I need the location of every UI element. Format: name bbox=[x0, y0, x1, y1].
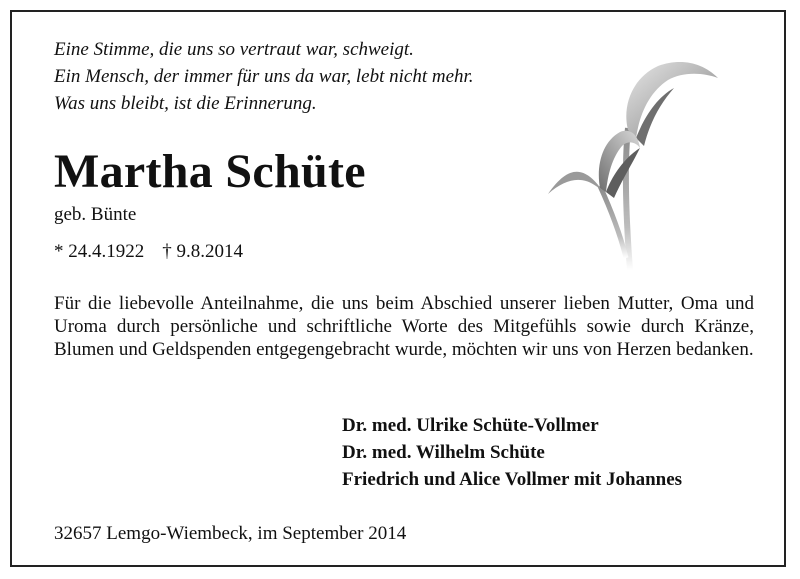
birth-date: * 24.4.1922 bbox=[54, 241, 145, 262]
quote-line: Eine Stimme, die uns so vertraut war, schweigt. bbox=[54, 39, 414, 60]
death-date: † 9.8.2014 bbox=[162, 241, 243, 262]
life-dates bbox=[54, 239, 243, 265]
quote-line: Was uns bleibt, ist die Erinnerung. bbox=[54, 93, 317, 114]
signers-list bbox=[342, 412, 682, 493]
calla-lily-icon bbox=[540, 58, 725, 273]
birth-name: geb. Bünte bbox=[54, 204, 137, 225]
quote-line: Ein Mensch, der immer für uns da war, lebt nicht mehr. bbox=[54, 66, 474, 87]
thank-you-text: Für die liebevolle Anteilnahme, die uns beim Abschied unserer lieben Mutter, Oma und Uroma durch persönliche und schriftliche Worte des Mitgefühls sowie durch Kränze, Blumen und Geldspenden entgegengebracht wurde, möchten wir uns von Herzen bedanken. bbox=[54, 293, 754, 360]
signer: Dr. med. Ulrike Schüte-Vollmer bbox=[342, 415, 599, 436]
memorial-quote bbox=[54, 36, 474, 117]
signer: Dr. med. Wilhelm Schüte bbox=[342, 442, 545, 463]
place-and-date: 32657 Lemgo-Wiembeck, im September 2014 bbox=[54, 523, 407, 544]
signer: Friedrich und Alice Vollmer mit Johannes bbox=[342, 469, 683, 490]
deceased-name: Martha Schüte bbox=[54, 145, 366, 198]
